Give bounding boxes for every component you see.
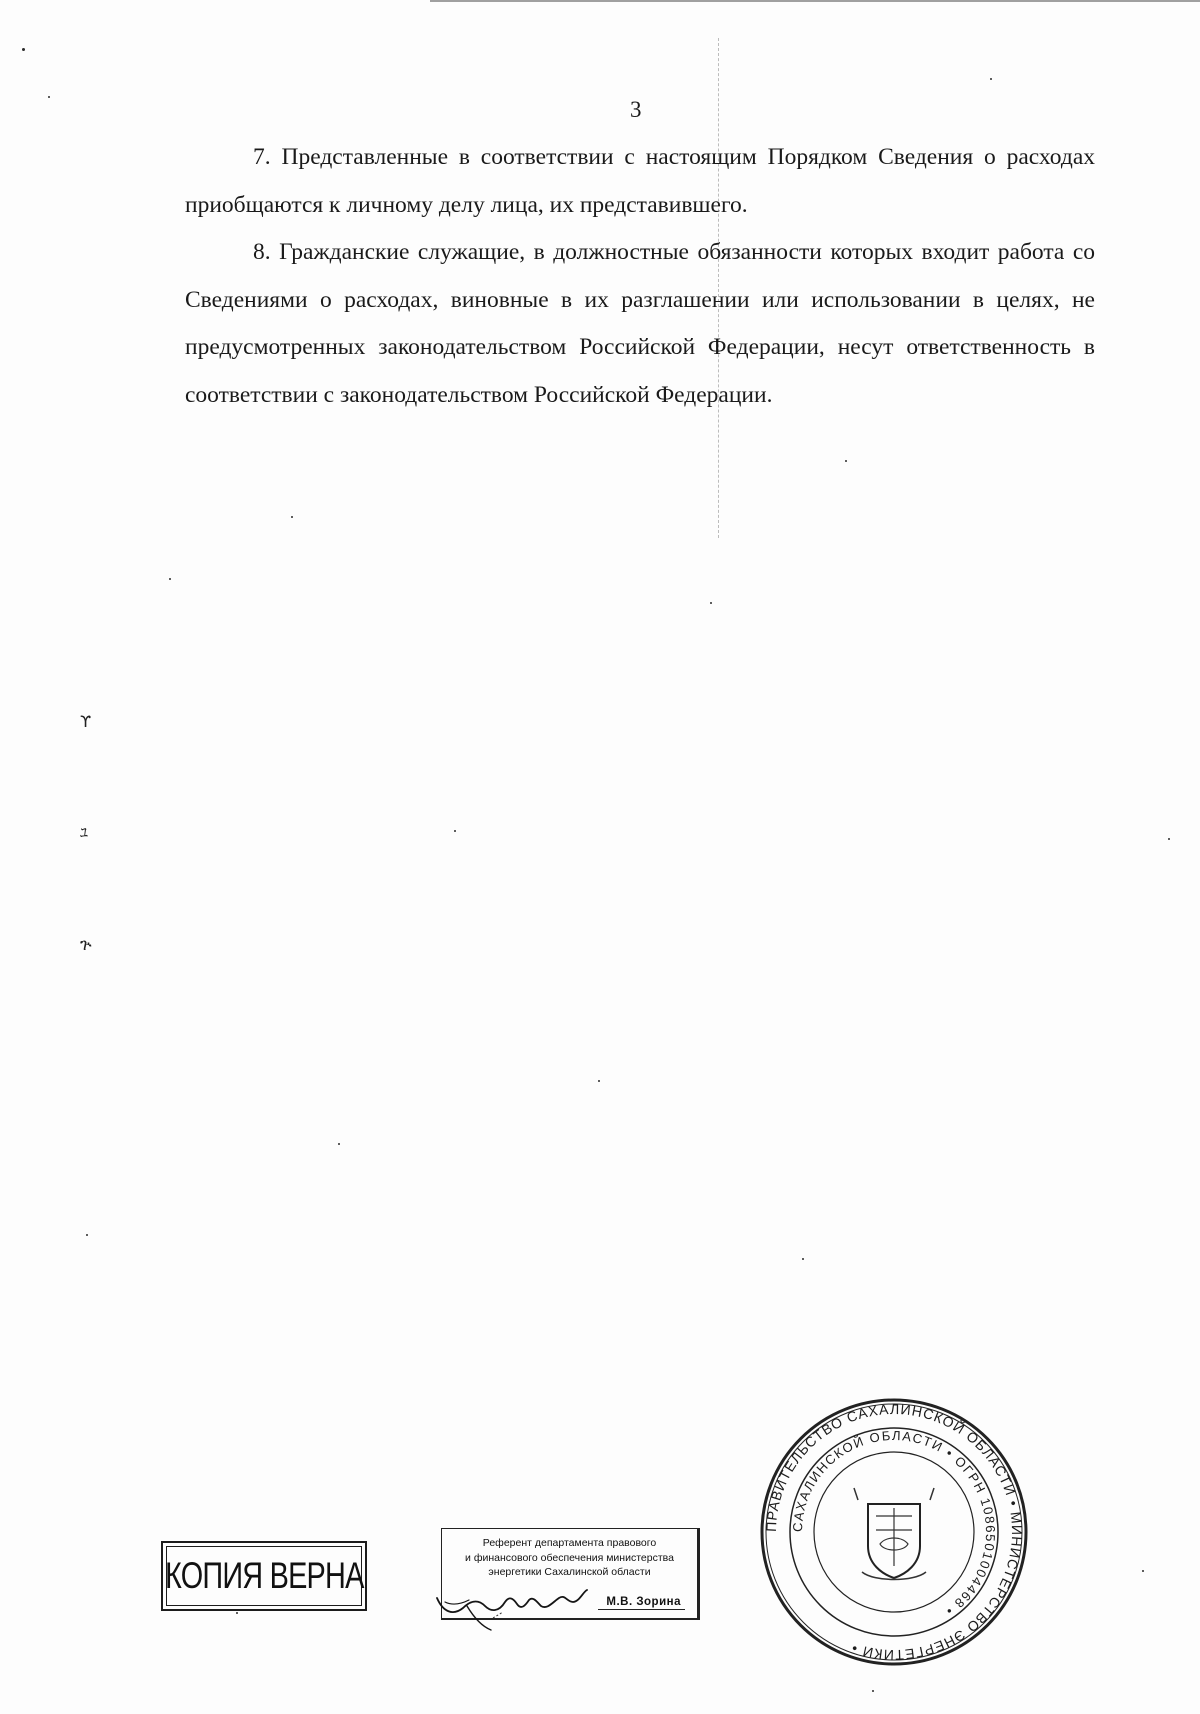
- scan-speck: [845, 460, 847, 462]
- scan-speck: [1168, 838, 1170, 840]
- document-body: [185, 134, 1095, 419]
- svg-text:ПРАВИТЕЛЬСТВО САХАЛИНСКОЙ ОБЛА: ПРАВИТЕЛЬСТВО САХАЛИНСКОЙ ОБЛАСТИ • МИНИСТЕРСТВО ЭНЕРГЕТИКИ •: [762, 1400, 1026, 1664]
- handwritten-signature: [433, 1572, 633, 1632]
- scan-speck: [454, 830, 456, 832]
- referent-line: энергетики Сахалинской области: [488, 1566, 651, 1578]
- copy-certified-stamp: [161, 1541, 367, 1611]
- svg-text:САХАЛИНСКОЙ ОБЛАСТИ • ОГРН 108: САХАЛИНСКОЙ ОБЛАСТИ • ОГРН 1086501004468 •: [789, 1427, 999, 1620]
- scan-speck: [86, 1234, 88, 1236]
- paragraph-8: 8. Гражданские служащие, в должностные обязанности которых входит работа со Сведениями о расходах, виновные в их разглашении или использовании в целях, не предусмотренных законодательством Российской Федерации, несут ответственность в соответствии с законодательством Российской Федерации.: [185, 239, 1095, 408]
- scan-speck: [291, 516, 293, 518]
- scan-speck: [598, 1080, 600, 1082]
- scan-speck: [990, 78, 992, 80]
- scan-speck: [710, 602, 712, 604]
- official-round-seal: [758, 1396, 1030, 1668]
- paragraph-7: 7. Представленные в соответствии с настоящим Порядком Сведения о расходах приобщаются к личному делу лица, их представившего.: [185, 144, 1095, 218]
- scan-speck: [338, 1143, 340, 1145]
- scan-speck: [48, 96, 50, 98]
- referent-line: и финансового обеспечения министерства: [465, 1552, 674, 1564]
- scan-speck: [22, 48, 25, 51]
- scan-speck: [872, 1690, 874, 1692]
- referent-name: М.В. Зорина: [598, 1596, 685, 1610]
- referent-line: Референт департамента правового: [482, 1537, 657, 1549]
- scan-speck: [1142, 1570, 1144, 1572]
- page-number: 3: [630, 97, 642, 122]
- margin-scan-mark: ϒ: [80, 712, 92, 731]
- scan-speck: [236, 1612, 238, 1614]
- copy-stamp-label: КОПИЯ ВЕРНА: [164, 1555, 364, 1596]
- top-scan-edge: [430, 0, 1200, 2]
- scan-speck: [802, 1258, 804, 1260]
- scan-speck: [169, 578, 171, 580]
- margin-scan-mark: ጕ: [80, 935, 92, 954]
- margin-scan-mark: ﾕ: [80, 823, 89, 842]
